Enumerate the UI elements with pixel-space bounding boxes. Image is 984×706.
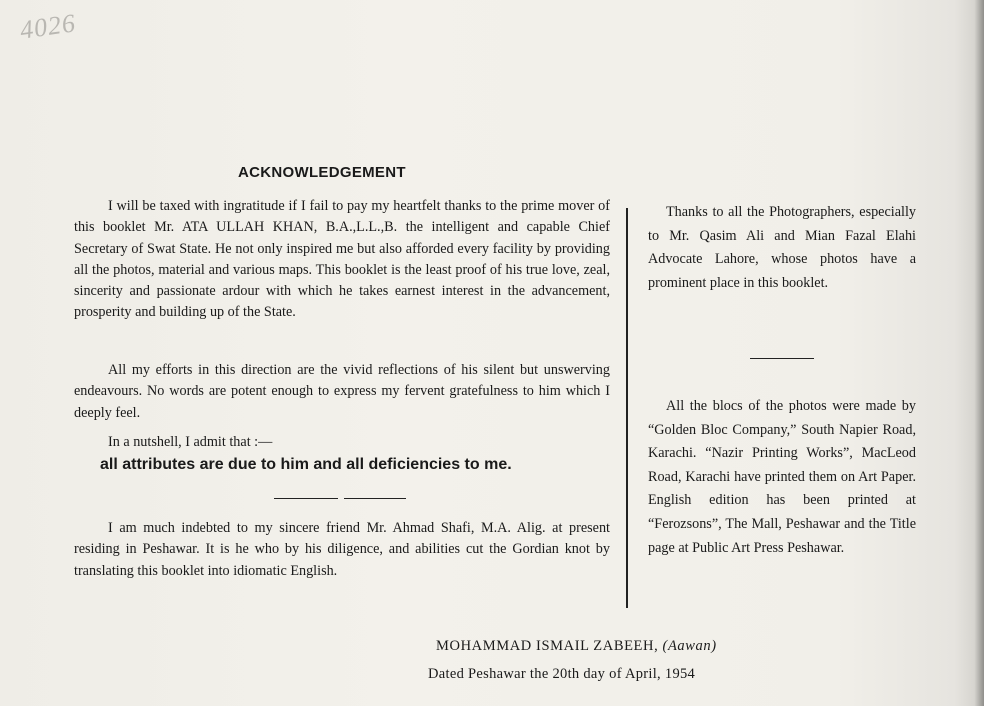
page-title: ACKNOWLEDGEMENT [238, 164, 406, 181]
bold-statement: all attributes are due to him and all deficiencies to me. [100, 456, 512, 473]
left-paragraph-4-text: I am much indebted to my sincere friend Mr. Ahmad Shafi, M.A. Alig. at present residing in Peshawar. It is he who by his diligence, and abilities cut the Gordian knot by translating this booklet into idiomatic English. [74, 520, 610, 579]
signature-line [436, 638, 717, 655]
column-divider [626, 208, 628, 608]
page-edge-shadow [974, 0, 984, 706]
left-paragraph-3 [108, 432, 608, 453]
left-paragraph-3-text: In a nutshell, I admit that :— [108, 434, 273, 450]
left-paragraph-1 [74, 196, 610, 324]
date-line: Dated Peshawar the 20th day of April, 1954 [428, 666, 696, 682]
right-paragraph-1-text: Thanks to all the Photographers, especially to Mr. Qasim Ali and Mian Fazal Elahi Advocate Lahore, whose photos have a prominent place in this booklet. [648, 204, 916, 291]
right-paragraph-2-text: All the blocs of the photos were made by “Golden Bloc Company,” South Napier Road, Karachi. “Nazir Printing Works”, MacLeod Road, Karachi have printed them on Art Paper. English edition has been printed at “Ferozsons”, The Mall, Peshawar and the Title page at Public Art Press Peshawar. [648, 398, 916, 556]
left-paragraph-2-text: All my efforts in this direction are the vivid reflections of his silent but unswerving endeavours. No words are potent enough to express my fervent gratefulness to him which I deeply feel. [74, 362, 610, 421]
separator-right [750, 358, 814, 359]
separator-left-b [344, 498, 406, 499]
right-paragraph-2 [648, 395, 916, 560]
right-paragraph-1 [648, 201, 916, 295]
separator-left-a [274, 498, 338, 499]
left-paragraph-1-text: I will be taxed with ingratitude if I fail to pay my heartfelt thanks to the prime mover of this booklet Mr. ATA ULLAH KHAN, B.A.,L.L.,B. the intelligent and capable Chief Secretary of Swat State. He not only inspired me but also afforded every facility by providing all the photos, material and various maps. This booklet is the least proof of his true love, zeal, sincerity and passionate ardour with which he takes earnest interest in the advancement, prosperity and building up of the State. [74, 198, 610, 321]
signature-note: (Aawan) [662, 638, 717, 654]
left-paragraph-2 [74, 360, 610, 424]
left-paragraph-4 [74, 518, 610, 582]
signature-name: MOHAMMAD ISMAIL ZABEEH, [436, 638, 659, 654]
handwritten-mark: 4026 [18, 8, 78, 45]
